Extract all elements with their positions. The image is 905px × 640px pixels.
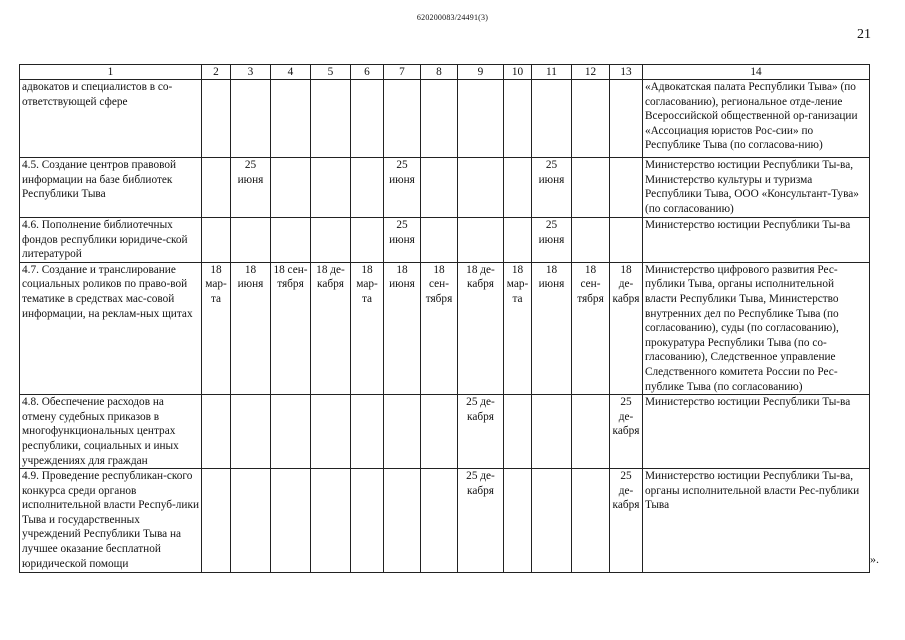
deadline-cell xyxy=(532,395,572,469)
closing-quote-mark: ». xyxy=(870,552,879,566)
deadline-cell xyxy=(311,218,351,263)
event-name-cell: 4.7. Создание и транслирование социальных роликов по право-вой тематике в средствах мас-совой информации, на реклам-ных щитах xyxy=(20,262,202,394)
deadline-cell: 25 июня xyxy=(384,158,421,218)
table-row xyxy=(20,80,870,158)
deadline-cell xyxy=(572,218,610,263)
deadline-cell xyxy=(421,395,458,469)
deadline-cell xyxy=(231,218,271,263)
deadline-cell xyxy=(532,469,572,573)
deadline-cell xyxy=(351,80,384,158)
deadline-cell: 25 июня xyxy=(384,218,421,263)
deadline-cell xyxy=(384,395,421,469)
deadline-cell xyxy=(421,80,458,158)
table-body xyxy=(20,80,870,573)
event-name-cell: 4.5. Создание центров правовой информации на базе библиотек Республики Тыва xyxy=(20,158,202,218)
page-number: 21 xyxy=(857,27,871,42)
responsible-cell: Министерство юстиции Республики Ты-ва, органы исполнительной власти Рес-публики Тыва xyxy=(643,469,870,573)
table-row xyxy=(20,395,870,469)
deadline-cell xyxy=(351,469,384,573)
deadline-cell: 18 июня xyxy=(384,262,421,394)
event-name-cell: адвокатов и специалистов в со-ответствующей сфере xyxy=(20,80,202,158)
deadline-cell xyxy=(231,395,271,469)
deadline-cell xyxy=(202,218,231,263)
deadline-cell xyxy=(311,395,351,469)
deadline-cell: 18 сен-тября xyxy=(572,262,610,394)
document-id: 620200083/24491(3) xyxy=(416,13,489,22)
deadline-cell: 18 июня xyxy=(532,262,572,394)
deadline-cell xyxy=(202,80,231,158)
deadline-cell xyxy=(351,158,384,218)
deadline-cell: 18 де-кабря xyxy=(458,262,504,394)
deadline-cell xyxy=(572,158,610,218)
deadline-cell xyxy=(504,218,532,263)
deadline-cell: 18 сен-тября xyxy=(271,262,311,394)
column-header: 14 xyxy=(643,65,870,80)
deadline-cell: 25 июня xyxy=(231,158,271,218)
deadline-cell: 25 де-кабря xyxy=(610,469,643,573)
deadline-cell xyxy=(610,80,643,158)
deadline-cell xyxy=(504,158,532,218)
deadline-cell: 25 де-кабря xyxy=(610,395,643,469)
responsible-cell: Министерство юстиции Республики Ты-ва, Министерство культуры и туризма Республики Тыва, ООО «Консультант-Тува» (по согласованию) xyxy=(643,158,870,218)
deadline-cell xyxy=(271,158,311,218)
responsible-cell: «Адвокатская палата Республики Тыва» (по согласованию), региональное отде-ление Всероссийской общественной ор-ганизации «Ассоциация юристов Рос-сии» по Республике Тыва (по согласова-нию) xyxy=(643,80,870,158)
deadline-cell xyxy=(231,469,271,573)
deadline-cell: 18 мар-та xyxy=(202,262,231,394)
deadline-cell xyxy=(504,80,532,158)
column-header: 9 xyxy=(458,65,504,80)
deadline-cell xyxy=(384,469,421,573)
event-name-cell: 4.6. Пополнение библиотечных фондов республики юридиче-ской литературой xyxy=(20,218,202,263)
deadline-cell xyxy=(202,395,231,469)
header-row xyxy=(20,65,870,80)
deadline-cell xyxy=(610,158,643,218)
deadline-cell: 25 де-кабря xyxy=(458,469,504,573)
deadline-cell xyxy=(231,80,271,158)
deadline-cell xyxy=(384,80,421,158)
responsible-cell: Министерство цифрового развития Рес-публики Тыва, органы исполнительной власти Республики Тыва, Министерство внутренних дел по Республике Тыва (по согласованию), суды (по согласованию), прокуратура Республики Тыва (по со-гласованию), Следственное управление Следственного комитета России по Рес-публике Тыва (по согласованию) xyxy=(643,262,870,394)
deadline-cell xyxy=(572,469,610,573)
deadline-cell: 25 июня xyxy=(532,158,572,218)
event-name-cell: 4.9. Проведение республикан-ского конкурса среди органов исполнительной власти Респуб-лики Тыва и государственных учреждений Республики Тыва на лучшее оказание бесплатной юридической помощи xyxy=(20,469,202,573)
column-header: 7 xyxy=(384,65,421,80)
deadline-cell xyxy=(504,395,532,469)
deadline-cell: 25 де-кабря xyxy=(458,395,504,469)
deadline-cell xyxy=(572,395,610,469)
deadline-cell: 18 де-кабря xyxy=(610,262,643,394)
column-header: 10 xyxy=(504,65,532,80)
deadline-cell xyxy=(610,218,643,263)
event-name-cell: 4.8. Обеспечение расходов на отмену судебных приказов в многофункциональных центрах республики, социальных и иных учреждениях для граждан xyxy=(20,395,202,469)
column-header: 12 xyxy=(572,65,610,80)
deadline-cell: 18 июня xyxy=(231,262,271,394)
deadline-cell: 25 июня xyxy=(532,218,572,263)
deadline-cell xyxy=(271,469,311,573)
deadline-cell xyxy=(458,158,504,218)
column-header: 8 xyxy=(421,65,458,80)
deadline-cell xyxy=(351,395,384,469)
deadline-cell xyxy=(202,158,231,218)
deadline-cell xyxy=(458,80,504,158)
deadline-cell xyxy=(271,218,311,263)
deadline-cell: 18 мар-та xyxy=(351,262,384,394)
deadline-cell xyxy=(421,158,458,218)
deadline-cell xyxy=(271,80,311,158)
table-row xyxy=(20,469,870,573)
column-header: 6 xyxy=(351,65,384,80)
deadline-cell xyxy=(311,80,351,158)
deadline-cell: 18 де-кабря xyxy=(311,262,351,394)
deadline-cell xyxy=(421,469,458,573)
deadline-cell xyxy=(458,218,504,263)
deadline-cell xyxy=(532,80,572,158)
column-header: 11 xyxy=(532,65,572,80)
deadline-cell xyxy=(351,218,384,263)
table-row xyxy=(20,262,870,394)
table-row xyxy=(20,218,870,263)
deadline-cell xyxy=(572,80,610,158)
column-header: 4 xyxy=(271,65,311,80)
column-header: 2 xyxy=(202,65,231,80)
deadline-cell xyxy=(311,469,351,573)
responsible-cell: Министерство юстиции Республики Ты-ва xyxy=(643,218,870,263)
deadline-cell xyxy=(311,158,351,218)
deadline-cell xyxy=(504,469,532,573)
table-row xyxy=(20,158,870,218)
deadline-cell xyxy=(202,469,231,573)
column-header: 3 xyxy=(231,65,271,80)
deadline-cell xyxy=(271,395,311,469)
deadline-cell xyxy=(421,218,458,263)
column-header: 5 xyxy=(311,65,351,80)
column-header: 13 xyxy=(610,65,643,80)
deadline-cell: 18 мар-та xyxy=(504,262,532,394)
deadline-cell: 18 сен-тября xyxy=(421,262,458,394)
schedule-table xyxy=(19,64,870,573)
responsible-cell: Министерство юстиции Республики Ты-ва xyxy=(643,395,870,469)
column-header: 1 xyxy=(20,65,202,80)
